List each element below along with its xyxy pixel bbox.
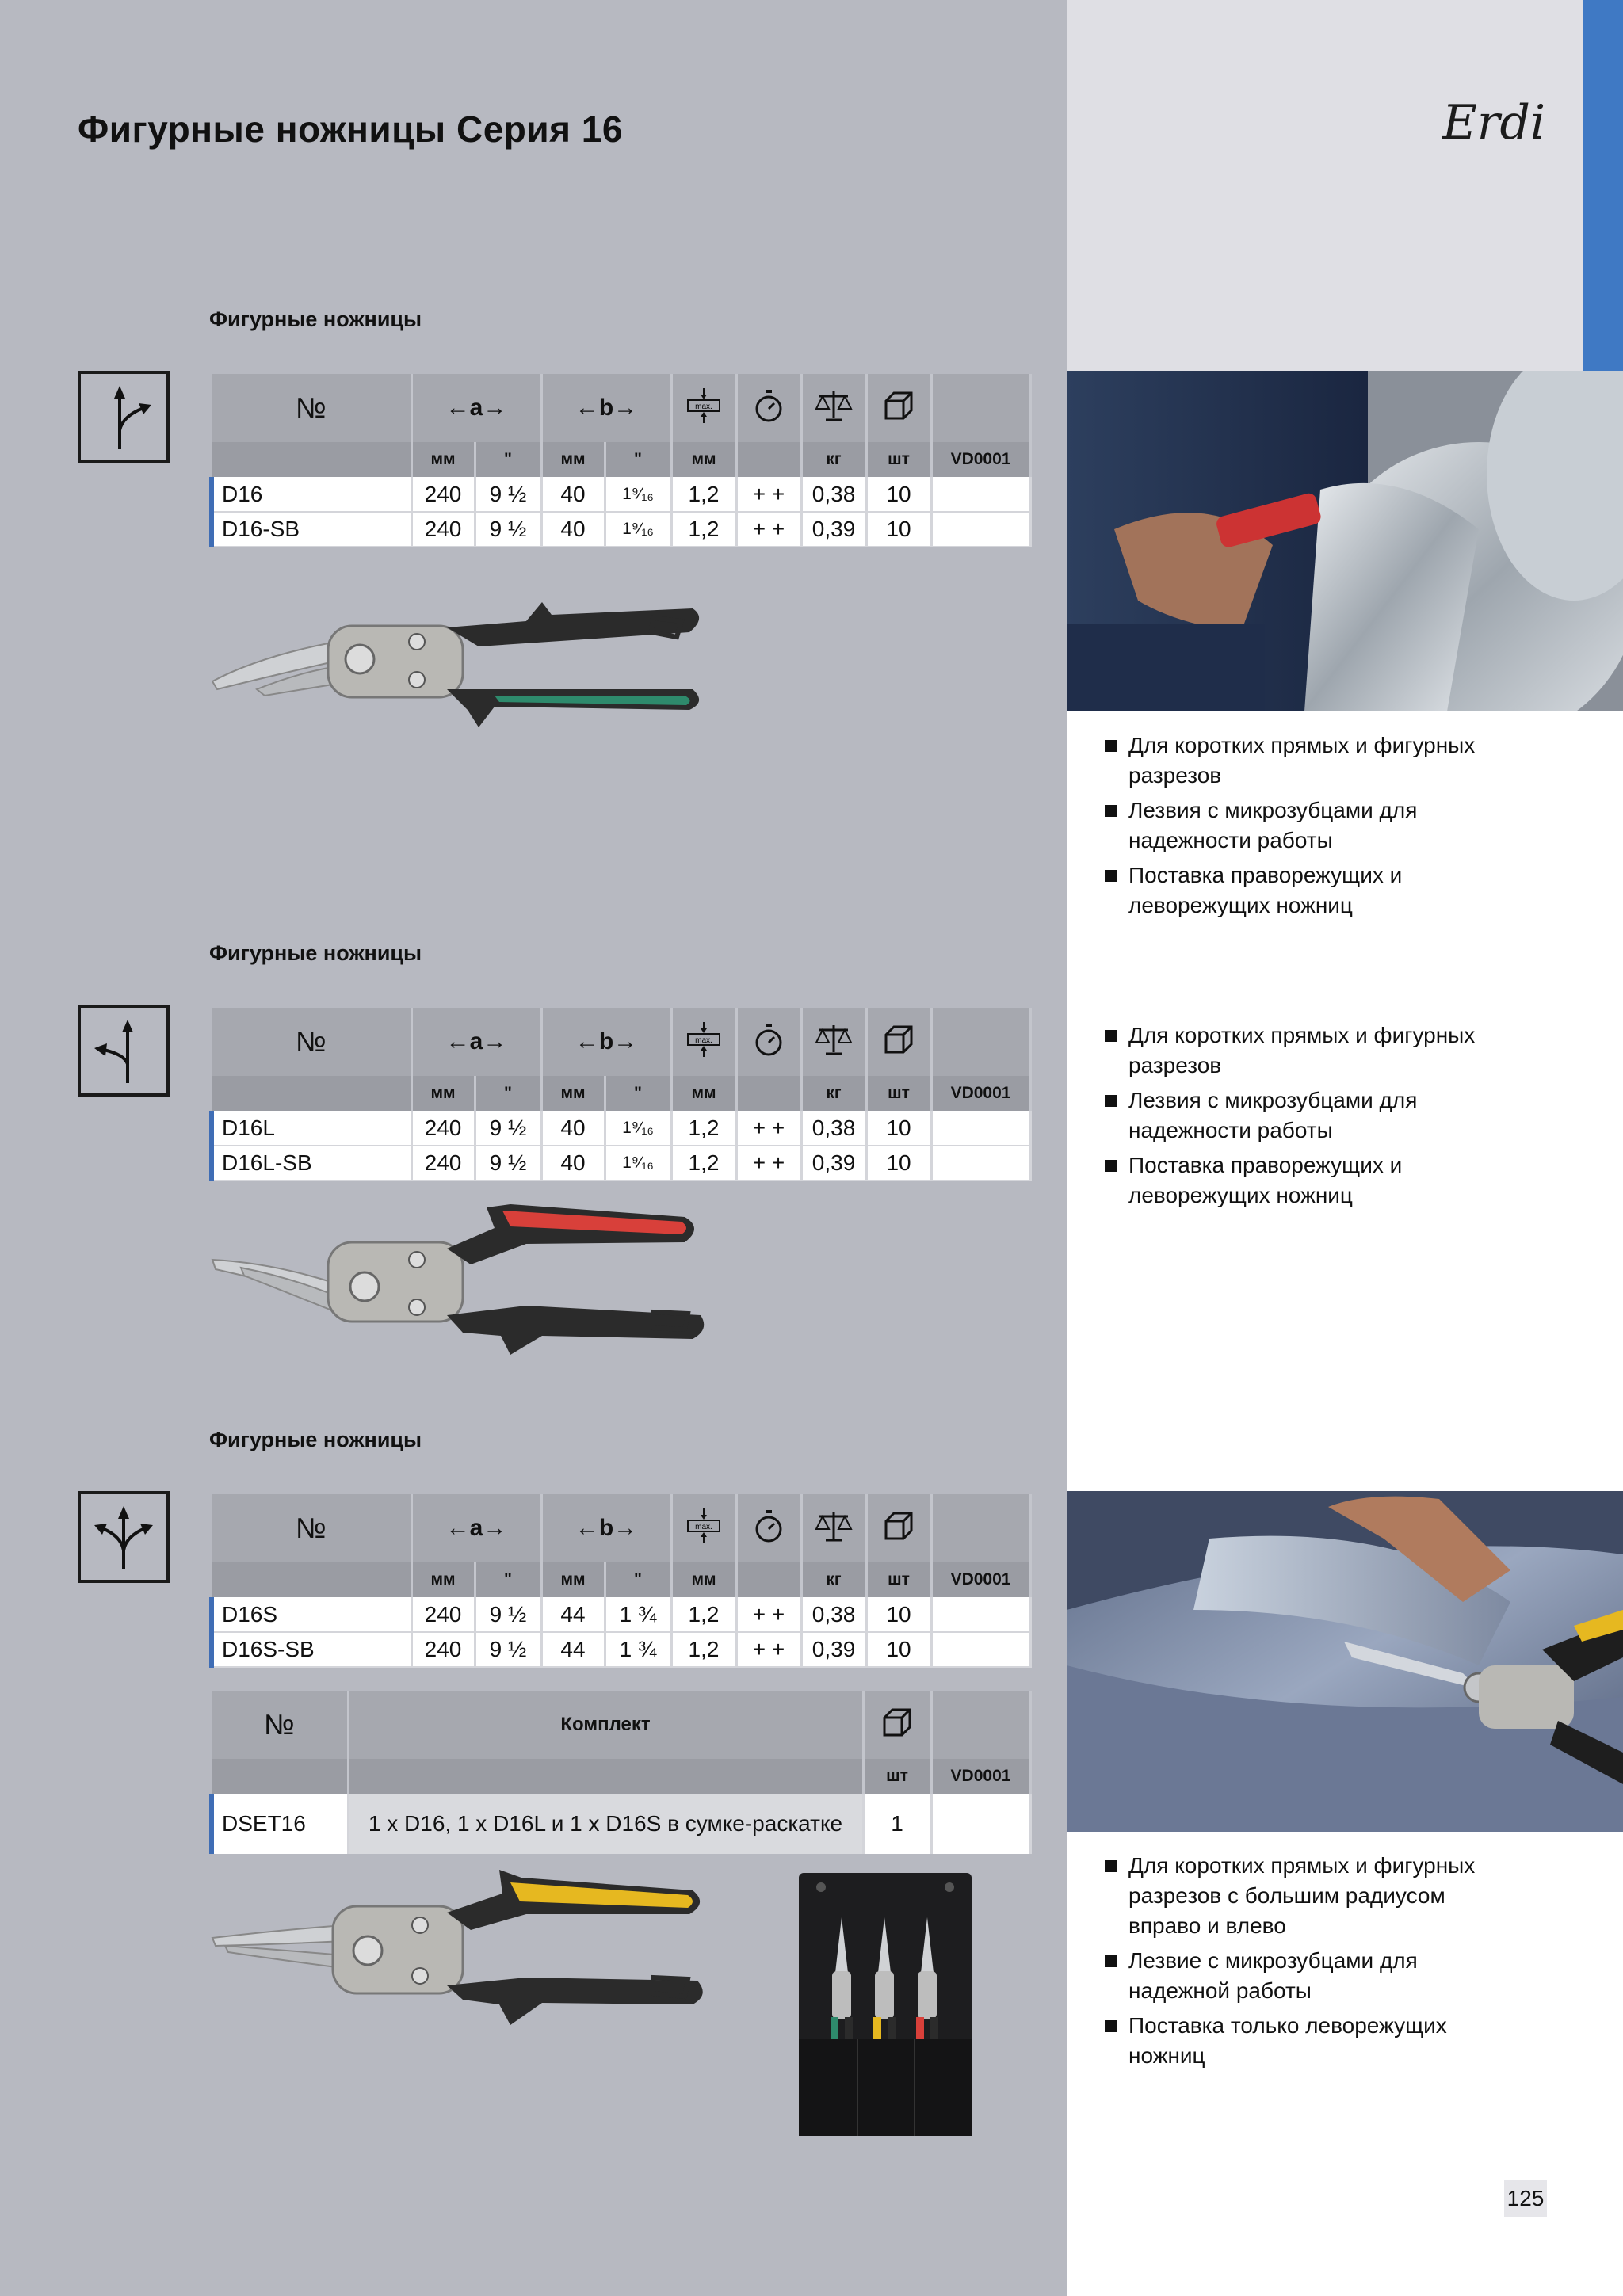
box-icon: [866, 1008, 931, 1076]
cell-kg: 0,39: [801, 1146, 866, 1180]
cell-a-in: 9 ½: [475, 477, 541, 512]
cell-b-in: 1 ¾: [605, 1632, 671, 1667]
vd-header: VD0001: [931, 442, 1030, 477]
cell-a-in: 9 ½: [475, 1146, 541, 1180]
cell-pcs: 10: [866, 477, 931, 512]
cell-time: + +: [736, 1146, 801, 1180]
unit-mm: мм: [411, 442, 475, 477]
header-dim-a: ←a→: [411, 1008, 541, 1076]
header-no: №: [212, 1008, 411, 1076]
cell-a-in: 9 ½: [475, 1597, 541, 1632]
section-label-2: Фигурные ножницы: [209, 941, 422, 965]
cell-a-mm: 240: [411, 1597, 475, 1632]
unit-inch: ": [475, 442, 541, 477]
vd-header: VD0001: [931, 1759, 1030, 1794]
header-empty: [931, 374, 1030, 442]
cell-vd: [931, 1794, 1030, 1854]
cell-a-in: 9 ½: [475, 1111, 541, 1146]
table-row: [212, 1632, 1030, 1667]
cell-b-mm: 40: [541, 512, 605, 547]
product-photo-2: [1067, 1491, 1623, 1832]
kit-pouch-image: [796, 1870, 975, 2139]
table-row: [212, 1794, 1030, 1854]
unit-pcs: шт: [863, 1759, 931, 1794]
unit-pcs: шт: [866, 1076, 931, 1111]
bullet-list-1: [1103, 730, 1515, 925]
cell-time: + +: [736, 512, 801, 547]
cell-b-in: 1⁹⁄₁₆: [605, 512, 671, 547]
product-photo-1: [1067, 371, 1623, 711]
cell-kg: 0,39: [801, 1632, 866, 1667]
unit-mm: мм: [671, 1562, 736, 1597]
scale-icon: [801, 1494, 866, 1562]
list-item: Поставка праворежущих и леворежущих ножниц: [1103, 1150, 1515, 1211]
unit-mm: мм: [411, 1562, 475, 1597]
cell-a-mm: 240: [411, 1111, 475, 1146]
cell-b-in: 1⁹⁄₁₆: [605, 1146, 671, 1180]
unit-inch: ": [475, 1562, 541, 1597]
cell-max: 1,2: [671, 1146, 736, 1180]
table-row: [212, 512, 1030, 547]
cell-kg: 0,38: [801, 477, 866, 512]
header-no: №: [212, 1494, 411, 1562]
header-dim-a: ←a→: [411, 374, 541, 442]
unit-mm: мм: [541, 1076, 605, 1111]
cell-b-mm: 40: [541, 1146, 605, 1180]
list-item: Лезвия с микрозубцами для надежности работы: [1103, 1085, 1515, 1146]
product-code: D16: [212, 477, 411, 512]
unit-inch: ": [605, 1076, 671, 1111]
accent-stripe: [1583, 0, 1623, 371]
cell-a-mm: 240: [411, 477, 475, 512]
page-title: Фигурные ножницы Серия 16: [78, 109, 623, 150]
svg-text:max.: max.: [695, 402, 712, 411]
cell-vd: [931, 1632, 1030, 1667]
list-item: Для коротких прямых и фигурных разрезов: [1103, 730, 1515, 791]
cell-kg: 0,38: [801, 1597, 866, 1632]
kit-description: 1 x D16, 1 x D16L и 1 x D16S в сумке-раскатке: [348, 1794, 863, 1854]
box-icon: [866, 1494, 931, 1562]
max-thickness-icon: [671, 374, 736, 442]
box-icon: [866, 374, 931, 442]
page-number: 125: [1504, 2180, 1547, 2217]
unit-pcs: шт: [866, 442, 931, 477]
header-no: №: [212, 374, 411, 442]
cell-max: 1,2: [671, 1632, 736, 1667]
scale-icon: [801, 374, 866, 442]
header-empty: [931, 1494, 1030, 1562]
unit-mm: мм: [671, 442, 736, 477]
cell-pcs: 1: [863, 1794, 931, 1854]
cell-vd: [931, 512, 1030, 547]
header-kit: Комплект: [348, 1691, 863, 1759]
cell-time: + +: [736, 1111, 801, 1146]
product-code: D16S-SB: [212, 1632, 411, 1667]
header-empty: [931, 1008, 1030, 1076]
cell-b-mm: 40: [541, 477, 605, 512]
unit-pcs: шт: [866, 1562, 931, 1597]
cell-max: 1,2: [671, 1111, 736, 1146]
unit-inch: ": [605, 1562, 671, 1597]
unit-mm: мм: [541, 442, 605, 477]
unit-mm: мм: [541, 1562, 605, 1597]
unit-mm: мм: [411, 1076, 475, 1111]
spec-table-1: [209, 374, 1032, 547]
section-label-1: Фигурные ножницы: [209, 307, 422, 331]
cell-time: + +: [736, 477, 801, 512]
header-dim-b: ←b→: [541, 374, 671, 442]
cell-a-mm: 240: [411, 1146, 475, 1180]
header-no: №: [212, 1691, 348, 1759]
header-dim-a: ←a→: [411, 1494, 541, 1562]
direction-left-icon: [78, 1005, 170, 1097]
kit-table: [209, 1691, 1032, 1854]
tool-image-d16: [209, 570, 708, 729]
cell-max: 1,2: [671, 477, 736, 512]
brand-logo: Erdi: [1442, 95, 1546, 151]
header-dim-b: ←b→: [541, 1008, 671, 1076]
bullet-list-3: [1103, 1851, 1515, 2076]
svg-text:max.: max.: [695, 1522, 712, 1531]
table-row: [212, 1597, 1030, 1632]
spec-table-2: [209, 1008, 1032, 1181]
cell-vd: [931, 1111, 1030, 1146]
bullet-list-2: [1103, 1020, 1515, 1215]
product-code: DSET16: [212, 1794, 348, 1854]
cell-pcs: 10: [866, 1146, 931, 1180]
list-item: Лезвия с микрозубцами для надежности работы: [1103, 795, 1515, 856]
cell-pcs: 10: [866, 1111, 931, 1146]
product-code: D16L: [212, 1111, 411, 1146]
cell-pcs: 10: [866, 1597, 931, 1632]
direction-straight-both-icon: [78, 1491, 170, 1583]
right-header-panel: [1067, 0, 1583, 371]
header-empty: [931, 1691, 1030, 1759]
cell-vd: [931, 1597, 1030, 1632]
svg-text:max.: max.: [695, 1035, 712, 1045]
unit-kg: кг: [801, 1076, 866, 1111]
cell-max: 1,2: [671, 1597, 736, 1632]
max-thickness-icon: [671, 1494, 736, 1562]
stopwatch-icon: [736, 374, 801, 442]
cell-time: + +: [736, 1632, 801, 1667]
cell-a-mm: 240: [411, 512, 475, 547]
cell-vd: [931, 477, 1030, 512]
cell-a-in: 9 ½: [475, 1632, 541, 1667]
cell-a-mm: 240: [411, 1632, 475, 1667]
unit-mm: мм: [671, 1076, 736, 1111]
section-label-3: Фигурные ножницы: [209, 1428, 422, 1451]
unit-inch: ": [605, 442, 671, 477]
vd-header: VD0001: [931, 1076, 1030, 1111]
cell-max: 1,2: [671, 512, 736, 547]
max-thickness-icon: [671, 1008, 736, 1076]
tool-image-d16l: [209, 1196, 708, 1363]
tool-image-d16s: [209, 1862, 708, 2036]
unit-inch: ": [475, 1076, 541, 1111]
vd-header: VD0001: [931, 1562, 1030, 1597]
table-row: [212, 477, 1030, 512]
list-item: Для коротких прямых и фигурных разрезов с большим радиусом вправо и влево: [1103, 1851, 1515, 1941]
cell-time: + +: [736, 1597, 801, 1632]
cell-b-mm: 44: [541, 1632, 605, 1667]
cell-b-in: 1⁹⁄₁₆: [605, 477, 671, 512]
list-item: Для коротких прямых и фигурных разрезов: [1103, 1020, 1515, 1081]
list-item: Поставка только леворежущих ножниц: [1103, 2011, 1515, 2071]
list-item: Поставка праворежущих и леворежущих ножниц: [1103, 860, 1515, 921]
table-row: [212, 1146, 1030, 1180]
scale-icon: [801, 1008, 866, 1076]
cell-b-in: 1 ¾: [605, 1597, 671, 1632]
cell-pcs: 10: [866, 512, 931, 547]
table-row: [212, 1111, 1030, 1146]
header-dim-b: ←b→: [541, 1494, 671, 1562]
cell-kg: 0,39: [801, 512, 866, 547]
cell-b-mm: 40: [541, 1111, 605, 1146]
spec-table-3: [209, 1494, 1032, 1668]
box-icon: [863, 1691, 931, 1759]
product-code: D16-SB: [212, 512, 411, 547]
stopwatch-icon: [736, 1008, 801, 1076]
product-code: D16S: [212, 1597, 411, 1632]
unit-kg: кг: [801, 1562, 866, 1597]
direction-right-icon: [78, 371, 170, 463]
cell-vd: [931, 1146, 1030, 1180]
cell-kg: 0,38: [801, 1111, 866, 1146]
cell-a-in: 9 ½: [475, 512, 541, 547]
cell-pcs: 10: [866, 1632, 931, 1667]
product-code: D16L-SB: [212, 1146, 411, 1180]
stopwatch-icon: [736, 1494, 801, 1562]
cell-b-in: 1⁹⁄₁₆: [605, 1111, 671, 1146]
list-item: Лезвие с микрозубцами для надежной работы: [1103, 1946, 1515, 2006]
cell-b-mm: 44: [541, 1597, 605, 1632]
unit-kg: кг: [801, 442, 866, 477]
